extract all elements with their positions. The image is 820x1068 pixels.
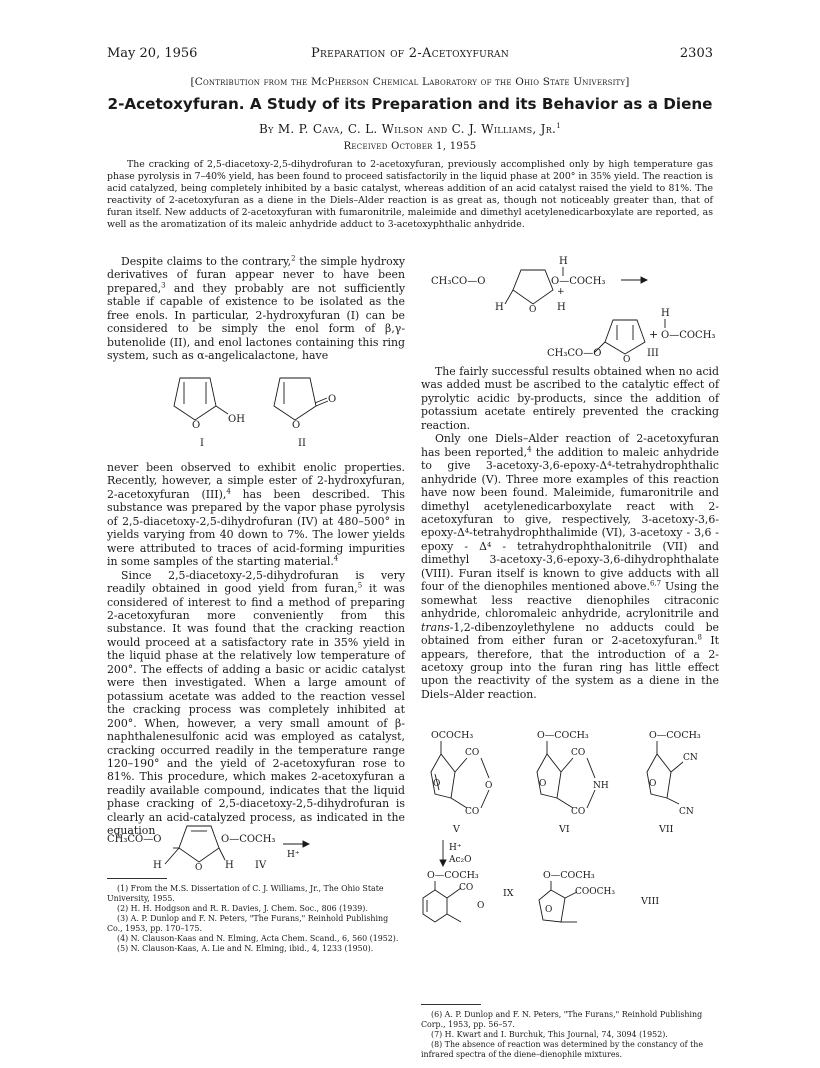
footnote-ref: 5: [357, 581, 363, 590]
svg-text:O—COCH₃: O—COCH₃: [221, 834, 276, 845]
svg-text:CN: CN: [683, 753, 698, 763]
svg-text:O: O: [539, 779, 547, 789]
footnote: (7) H. Kwart and I. Burchuk, This Journal, 74, 3094 (1952).: [431, 1030, 668, 1039]
svg-text:CO: CO: [571, 807, 586, 817]
contribution-line: [Contribution from the McPherson Chemical Laboratory of the Ohio State University]: [190, 76, 630, 88]
svg-text:O—COCH₃: O—COCH₃: [661, 330, 716, 341]
svg-text:+: +: [557, 287, 565, 297]
svg-text:CH₃CO—O: CH₃CO—O: [431, 276, 486, 287]
svg-text:O—COCH₃: O—COCH₃: [537, 730, 589, 741]
running-title: Preparation of 2-Acetoxyfuran: [310, 46, 510, 61]
svg-text:O: O: [195, 863, 203, 872]
svg-text:IV: IV: [255, 860, 267, 871]
footnote: (6) A. P. Dunlop and F. N. Peters, "The Furans," Reinhold Publishing Corp., 1953, pp. 56–57.: [421, 1010, 703, 1029]
footnote-rule: [107, 878, 167, 879]
article-title: 2-Acetoxyfuran. A Study of its Preparation and its Behavior as a Diene: [107, 95, 713, 113]
author-line: [107, 122, 713, 136]
adduct-structures: [421, 728, 719, 924]
right-column: [421, 365, 719, 701]
svg-text:+: +: [649, 328, 659, 341]
svg-text:III: III: [647, 348, 659, 359]
footnote-ref: 2: [291, 254, 296, 263]
svg-text:H: H: [661, 308, 670, 319]
ring-oxygen: O: [292, 420, 301, 431]
paragraph: never been observed to exhibit enolic properties. Recently, however, a simple ester of 2-hydroxyfuran, 2-acetoxyfuran (III),$^4$ has been described. This substance was prepared by the vapor phase pyrolysis of 2,5-diacetoxy-2,5-dihydrofuran (IV) at 480–500° in yields varying from 40 down to 7%. The lower yields were attributed to traces of acid-forming impurities in some samples of the starting material.$^4$: [107, 461, 405, 569]
svg-text:H: H: [225, 860, 234, 871]
compound-label: I: [200, 438, 204, 449]
svg-text:VI: VI: [559, 824, 570, 835]
footnotes-right: [421, 1010, 719, 1060]
svg-text:H: H: [559, 256, 568, 267]
svg-text:O: O: [477, 901, 485, 911]
abstract: The cracking of 2,5-diacetoxy-2,5-dihydrofuran to 2-acetoxyfuran, previously accomplished only by high temperature gas phase pyrolysis in 7–40% yield, has been found to proceed satisfactorily in the liquid phase at 200° in 35% yield. The reaction is acid catalyzed, being completely inhibited by a basic catalyst, whereas addition of an acid catalyst raised the yield to 81%. The reactivity of 2-acetoxyfuran as a diene in the Diels–Alder reaction is as great as, though not noticeably greater than, that of furan itself. New adducts of 2-acetoxyfuran with fumaronitrile, maleimide and dimethyl acetylenedicarboxylate are reported, as well as the aromatization of its maleic anhydride adduct to 3-acetoxyphthalic anhydride.: [107, 159, 713, 230]
svg-text:IX: IX: [503, 888, 514, 899]
footnote-ref: 4: [333, 554, 339, 563]
svg-text:NH: NH: [593, 781, 609, 791]
svg-text:CO: CO: [465, 807, 480, 817]
issue-date: May 20, 1956: [107, 46, 198, 61]
carbonyl-oxygen: O: [328, 394, 337, 405]
footnote: (3) A. P. Dunlop and F. N. Peters, "The Furans," Reinhold Publishing Co., 1953, pp. 170–175.: [107, 914, 389, 933]
footnote: (4) N. Clauson-Kaas and N. Elming, Acta Chem. Scand., 6, 560 (1952).: [117, 934, 399, 943]
svg-text:O—COCH₃: O—COCH₃: [427, 870, 479, 881]
footnote-ref: 4: [527, 445, 532, 454]
authors: By M. P. Cava, C. L. Wilson and C. J. Williams, Jr.: [259, 122, 557, 136]
equation-IV: [107, 820, 405, 872]
svg-text:H: H: [557, 302, 566, 313]
svg-text:O: O: [649, 779, 657, 789]
footnote: (1) From the M.S. Dissertation of C. J. Williams, Jr., The Ohio State University, 1955.: [107, 884, 384, 903]
svg-text:H⁺: H⁺: [287, 850, 300, 860]
svg-text:CO: CO: [571, 748, 586, 758]
page-number: 2303: [679, 46, 713, 61]
svg-text:CO: CO: [465, 748, 480, 758]
left-column-top: [107, 255, 405, 363]
svg-text:COOCH₃: COOCH₃: [575, 887, 615, 897]
footnote-ref: 8: [697, 633, 703, 642]
svg-text:OCOCH₃: OCOCH₃: [431, 730, 474, 741]
running-head: [107, 46, 713, 64]
footnote: (8) The absence of reaction was determined by the constancy of the infrared spectra of the diene–dienophile mixtures.: [421, 1040, 703, 1059]
svg-text:CO: CO: [459, 883, 474, 893]
svg-text:H: H: [495, 302, 504, 313]
svg-text:O—COCH₃: O—COCH₃: [649, 730, 701, 741]
svg-text:VIII: VIII: [641, 896, 660, 907]
svg-text:CH₃CO—O: CH₃CO—O: [547, 348, 602, 359]
svg-text:CH₃CO—O: CH₃CO—O: [107, 834, 162, 845]
svg-text:V: V: [453, 824, 460, 835]
svg-text:O: O: [545, 905, 553, 915]
footnote-ref: 1: [556, 122, 561, 130]
svg-text:H⁺: H⁺: [449, 843, 462, 853]
left-column-bottom: [107, 461, 405, 838]
footnote-ref: 4: [226, 487, 231, 496]
equation-pyrolysis: [421, 252, 719, 362]
footnotes-left: [107, 884, 405, 954]
svg-text:O: O: [485, 781, 493, 791]
footnote-rule: [421, 1004, 481, 1005]
footnote-ref: 3: [161, 281, 166, 290]
svg-text:CN: CN: [679, 807, 694, 817]
svg-text:O: O: [623, 355, 631, 362]
butenolide-ring: [274, 378, 316, 420]
svg-text:Ac₂O: Ac₂O: [449, 855, 472, 865]
svg-text:O—COCH₃: O—COCH₃: [543, 870, 595, 881]
footnote-ref: 6,7: [649, 579, 662, 588]
paragraph: The fairly successful results obtained when no acid was added must be ascribed to the catalytic effect of pyrolytic acidic by-products, since the addition of potassium acetate entirely prevented the cracking reaction.: [421, 365, 719, 432]
svg-text:VII: VII: [659, 824, 674, 835]
compound-label: II: [298, 438, 306, 449]
furan-ring: [174, 378, 216, 420]
svg-text:O—COCH₃: O—COCH₃: [551, 276, 606, 287]
paragraph: Only one Diels–Alder reaction of 2-acetoxyfuran has been reported,$^4$ the addition to maleic anhydride to give 3-acetoxy-3,6-epoxy-Δ⁴-tetrahydrophthalic anhydride (V). Three more examples of this reaction have now been found. Maleimide, fumaronitrile and dimethyl acetylenedicarboxylate react with 2-acetoxyfuran to give, respectively, 3-acetoxy-3,6-epoxy-Δ⁴-tetrahydrophthalimide (VI), 3-acetoxy - 3,6 - epoxy - Δ⁴ - tetrahydrophthalonitrile (VII) and dimethyl 3-acetoxy-3,6-epoxy-3,6-dihydrophthalate (VIII). Furan itself is known to give adducts with all four of the dienophiles mentioned above.$^{6,7}$ Using the somewhat less reactive dienophiles citraconic anhydride, chloromaleic anhydride, acrylonitrile and trans-1,2-dibenzoylethylene no adducts could be obtained from either furan or 2-acetoxyfuran.$^8$ It appears, therefore, that the introduction of a 2-acetoxy group into the furan ring has little effect upon the reactivity of the system as a diene in the Diels–Alder reaction.: [421, 432, 719, 701]
hydroxyl-group: OH: [228, 414, 245, 425]
svg-text:O: O: [529, 305, 537, 315]
structures-I-II: [160, 370, 400, 450]
footnote: (5) N. Clauson-Kaas, A. Lie and N. Elming, ibid., 4, 1233 (1950).: [117, 944, 374, 953]
footnote: (2) H. H. Hodgson and R. R. Davies, J. Chem. Soc., 806 (1939).: [117, 904, 368, 913]
paragraph: Since 2,5-diacetoxy-2,5-dihydrofuran is very readily obtained in good yield from furan,$^5$ it was considered of interest to find a method of preparing 2-acetoxyfuran more conveniently from this substance. It was found that the cracking reaction would proceed at a satisfactory rate in 35% yield in the liquid phase at the relatively low temperature of 200°. The effects of adding a basic or acidic catalyst were then investigated. When a large amount of potassium acetate was added to the reaction vessel the cracking process was completely inhibited at 200°. When, however, a very small amount of β-naphthalenesulfonic acid was employed as catalyst, cracking occurred readily in the temperature range 120–190° and the yield of 2-acetoxyfuran rose to 81%. This procedure, which makes 2-acetoxyfuran a readily available compound, indicates that the liquid phase cracking of 2,5-diacetoxy-2,5-dihydrofuran is clearly an acid-catalyzed process, as indicated in the equation: [107, 568, 406, 838]
svg-text:H: H: [153, 860, 162, 871]
svg-text:O: O: [433, 779, 441, 789]
received-date: Received October 1, 1955: [343, 141, 477, 152]
paragraph: Despite claims to the contrary,$^2$ the simple hydroxy derivatives of furan appear never to have been prepared,$^3$ and they probably are not sufficiently stable if capable of existence to be isolated as the free enols. In particular, 2-hydroxyfuran (I) can be considered to be simply the enol form of β,γ-butenolide (II), and enol lactones containing this ring system, such as α-angelicalactone, have: [107, 254, 405, 363]
ring-oxygen: O: [192, 420, 201, 431]
